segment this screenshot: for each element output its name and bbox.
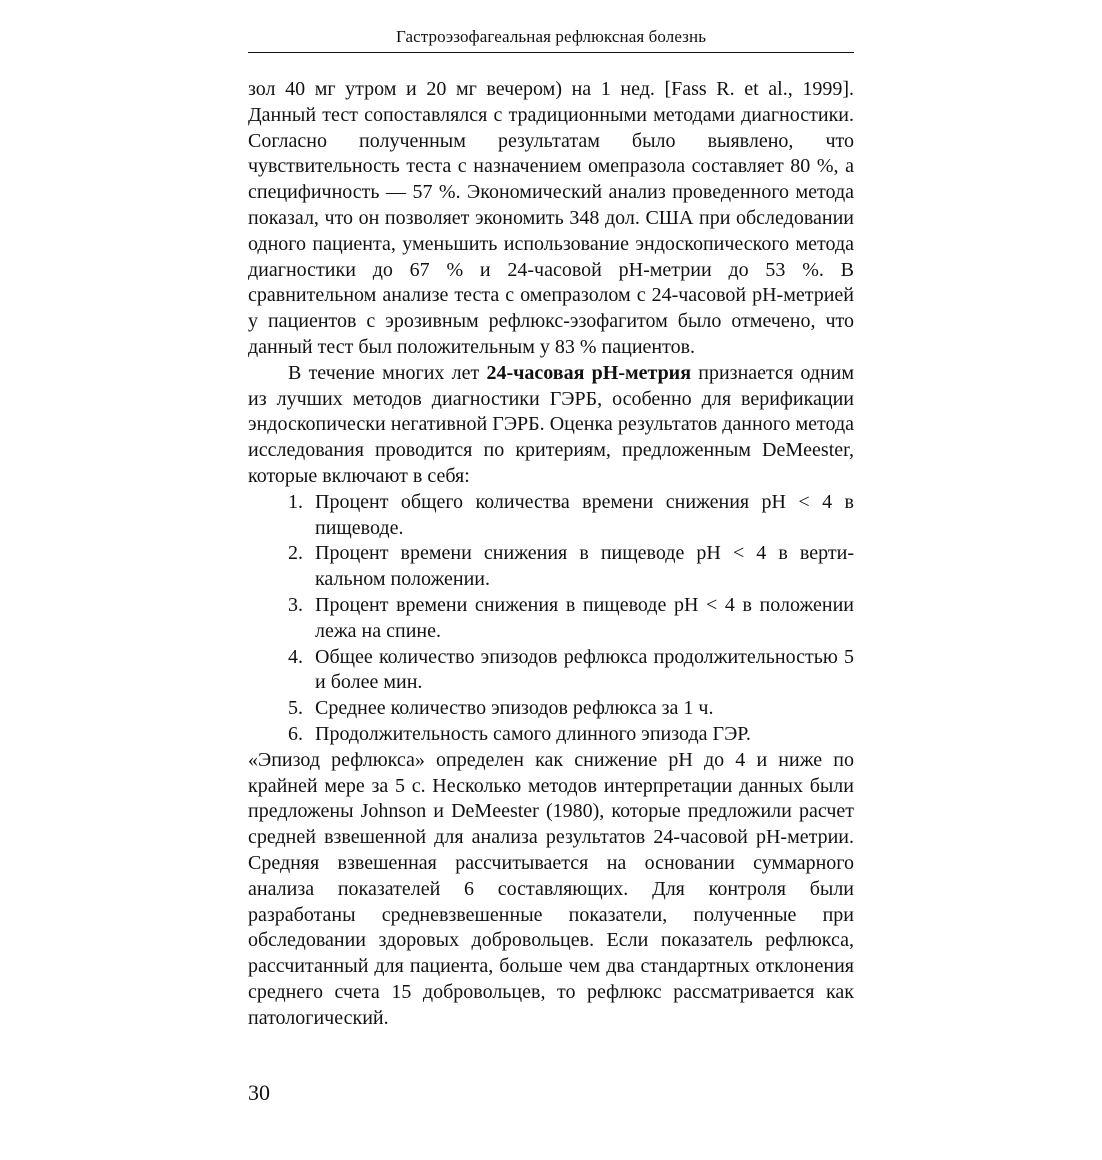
list-item-number: 3. (288, 593, 303, 616)
paragraph-reflux-episode: «Эпизод рефлюкса» определен как снижение pH до 4 и ниже по крайней мере за 5 с. Несколько методов интерпретации данных были предложены Johnson и DeMeester (1980), которые предложили расчет средней взвешенной для анализа результатов 24-часовой pH-метрии. Средняя взвешенная рассчитывается на основании суммарного анализа показателей 6 составляющих. Для контроля были разработаны средневзвешенные показатели, полученные при обследовании здоровых добровольцев. Если показатель рефлюкса, рассчитанный для пациента, больше чем два стандартных отклонения среднего счета 15 добровольцев, то рефлюкс рассматривается как патологический. (248, 748, 854, 1029)
list-item-number: 6. (288, 722, 303, 745)
list-item-number: 4. (288, 645, 303, 668)
list-item-number: 1. (288, 490, 303, 513)
paragraph-omeprazole-test: зол 40 мг утром и 20 мг вечером) на 1 нед. [Fass R. et al., 1999]. Данный тест сопоставлялся с традиционными методами диагностики. Согласно полученным результатам было выявлено, что чувствительность теста с назначением омепразола составляет 80 %, а специфичность — 57 %. Экономический анализ проведенного метода показал, что он позволяет экономить 348 дол. США при обследовании одного пациента, уменьшить использование эндоскопического метода диагностики до 67 % и 24-часовой pH-метрии до 53 %. В сравнительном анализе теста с омепразолом с 24-часовой pH-метрией у пациентов с эрозивным рефлюкс-эзофагитом было отмечено, что данный тест был положительным у 83 % пациентов. (248, 78, 854, 358)
list-item-text: Процент времени снижения в пищеводе pH < 4 в положении лежа на спине. (315, 593, 854, 642)
header-rule (248, 52, 854, 53)
list-item-number: 5. (288, 697, 303, 720)
ph-metry-term: 24-часовая pH-метрия (486, 361, 692, 384)
body-text (248, 77, 854, 1031)
list-item (248, 490, 854, 542)
list-item-text: Процент времени снижения в пищеводе pH < 4 в вертикальном положении. (315, 542, 854, 591)
list-item (248, 593, 854, 645)
demeester-criteria-list (248, 490, 854, 748)
running-title: Гастроэзофагеальная рефлюксная болезнь (395, 27, 707, 46)
paragraph-ph-metry (248, 361, 854, 490)
paragraph-ph-metry-rest: признается одним из лучших методов диагностики ГЭРБ, особенно для верификации эндоскопически негативной ГЭРБ. Оценка результатов данного метода исследования проводится по критериям, предложенным DeMeester, которые включают в себя: (248, 361, 854, 487)
list-item-text: Процент общего количества времени снижения pH < 4 в пищеводе. (315, 490, 854, 539)
list-item (248, 696, 854, 722)
list-item (248, 722, 854, 748)
page-number: 30 (248, 1080, 270, 1105)
paragraph-ph-metry-lead: В течение многих лет (288, 361, 487, 384)
list-item (248, 645, 854, 697)
list-item (248, 541, 854, 593)
list-item-text: Общее количество эпизодов рефлюкса продолжительностью 5 и более мин. (315, 645, 854, 694)
list-item-text: Среднее количество эпизодов рефлюкса за 1 ч. (315, 697, 714, 720)
list-item-number: 2. (288, 542, 303, 565)
list-item-text: Продолжительность самого длинного эпизода ГЭР. (315, 722, 751, 745)
